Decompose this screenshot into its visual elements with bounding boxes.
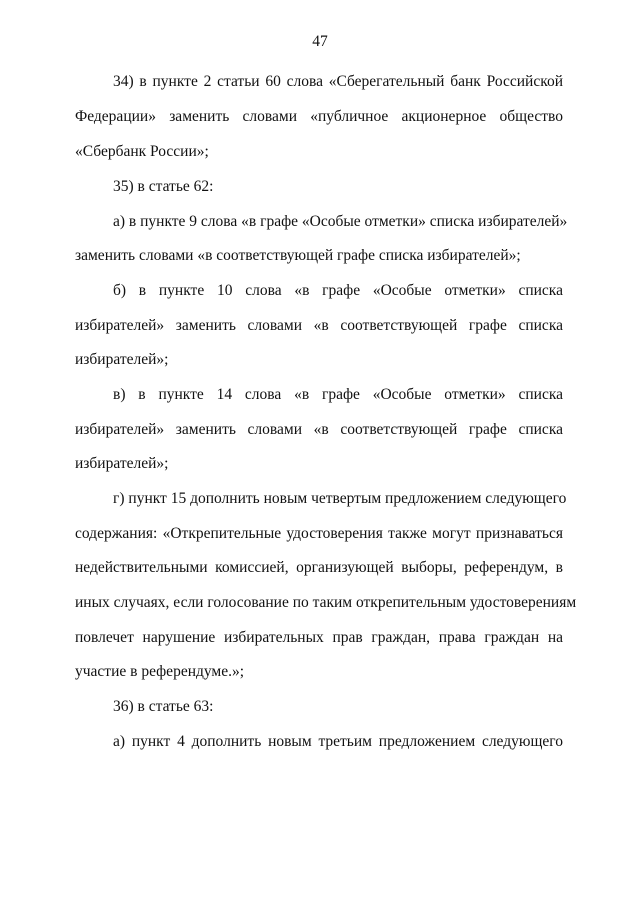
text-line: г) пункт 15 дополнить новым четвертым предложением следующего (113, 490, 567, 507)
text-line: избирателей»; (75, 455, 169, 472)
text-line: в) в пункте 14 слова «в графе «Особые отметки» списка (113, 386, 563, 403)
text-line: иных случаях, если голосование по таким открепительным удостоверениям (75, 594, 577, 611)
text-line: 35) в статье 62: (113, 178, 214, 195)
text-line: Федерации» заменить словами «публичное акционерное общество (75, 108, 563, 125)
text-line: а) в пункте 9 слова «в графе «Особые отметки» списка избирателей» (113, 213, 568, 230)
text-line: избирателей» заменить словами «в соответствующей графе списка (75, 317, 563, 334)
text-line: заменить словами «в соответствующей графе списка избирателей»; (75, 247, 521, 264)
page-number: 47 (312, 33, 328, 50)
text-line: избирателей» заменить словами «в соответствующей графе списка (75, 421, 563, 438)
text-line: б) в пункте 10 слова «в графе «Особые отметки» списка (113, 282, 563, 299)
text-line: недействительными комиссией, организующей выборы, референдум, в (75, 559, 563, 576)
text-line: «Сбербанк России»; (75, 143, 209, 160)
text-line: 34) в пункте 2 статьи 60 слова «Сберегательный банк Российской (113, 73, 563, 90)
text-line: содержания: «Открепительные удостоверения также могут признаваться (75, 525, 563, 542)
text-line: участие в референдуме.»; (75, 663, 245, 680)
text-line: повлечет нарушение избирательных прав граждан, права граждан на (75, 629, 563, 646)
text-line: а) пункт 4 дополнить новым третьим предложением следующего (113, 733, 563, 750)
text-line: избирателей»; (75, 351, 169, 368)
text-line: 36) в статье 63: (113, 698, 214, 715)
